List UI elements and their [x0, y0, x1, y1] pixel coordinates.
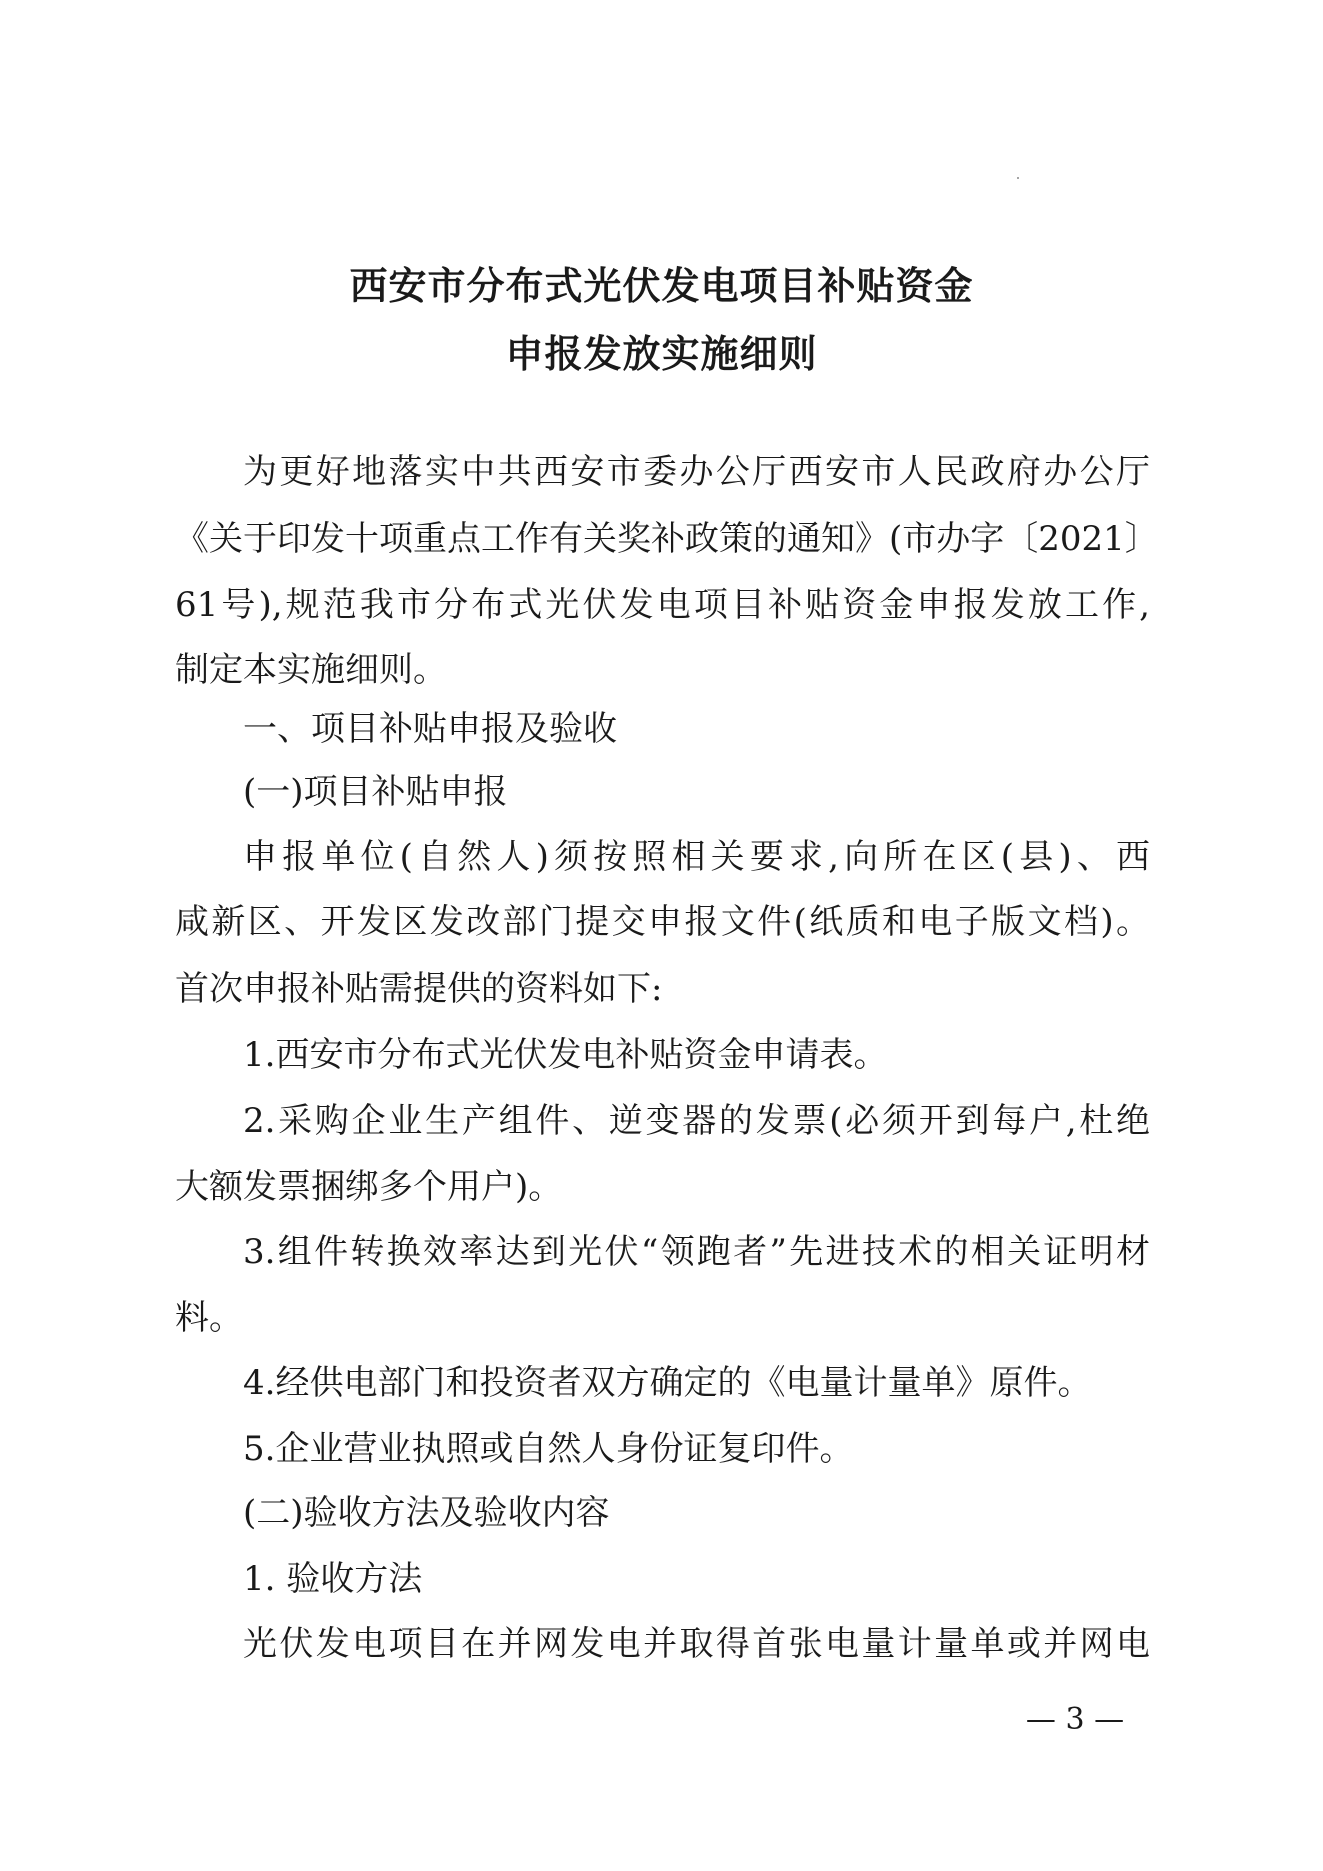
- list-item-5: 5.企业营业执照或自然人身份证复印件。: [243, 1429, 854, 1469]
- list-item-4: 4.经供电部门和投资者双方确定的《电量计量单》原件。: [243, 1363, 1092, 1403]
- list-item-3-line-2: 料。: [175, 1298, 243, 1338]
- subsection1-heading: (一)项目补贴申报: [243, 772, 508, 812]
- scan-speck: [1017, 177, 1019, 179]
- subsection2-item-1: 1. 验收方法: [243, 1559, 423, 1599]
- intro-line-3: 61号),规范我市分布式光伏发电项目补贴资金申报发放工作,: [175, 585, 1150, 625]
- intro-line-4: 制定本实施细则。: [175, 650, 447, 690]
- list-item-2-line-2: 大额发票捆绑多个用户)。: [175, 1167, 563, 1207]
- document-title-line2: 申报发放实施细则: [505, 332, 818, 376]
- document-title-line1: 西安市分布式光伏发电项目补贴资金: [349, 264, 974, 308]
- subsection1-para-line-3: 首次申报补贴需提供的资料如下:: [175, 969, 663, 1009]
- intro-line-1: 为更好地落实中共西安市委办公厅西安市人民政府办公厅: [243, 452, 1150, 492]
- last-paragraph-line: 光伏发电项目在并网发电并取得首张电量计量单或并网电: [243, 1624, 1150, 1664]
- section1-heading: 一、项目补贴申报及验收: [243, 709, 617, 749]
- subsection1-para-line-1: 申报单位(自然人)须按照相关要求,向所在区(县)、西: [243, 837, 1150, 877]
- subsection1-para-line-2: 咸新区、开发区发改部门提交申报文件(纸质和电子版文档)。: [175, 902, 1150, 942]
- list-item-3-line-1: 3.组件转换效率达到光伏“领跑者”先进技术的相关证明材: [243, 1232, 1150, 1272]
- page-number: — 3 —: [1025, 1702, 1125, 1737]
- list-item-2-line-1: 2.采购企业生产组件、逆变器的发票(必须开到每户,杜绝: [243, 1101, 1150, 1141]
- list-item-1: 1.西安市分布式光伏发电补贴资金申请表。: [243, 1035, 888, 1075]
- subsection2-heading: (二)验收方法及验收内容: [243, 1493, 610, 1533]
- intro-line-2: 《关于印发十项重点工作有关奖补政策的通知》(市办字〔2021〕: [175, 519, 1159, 559]
